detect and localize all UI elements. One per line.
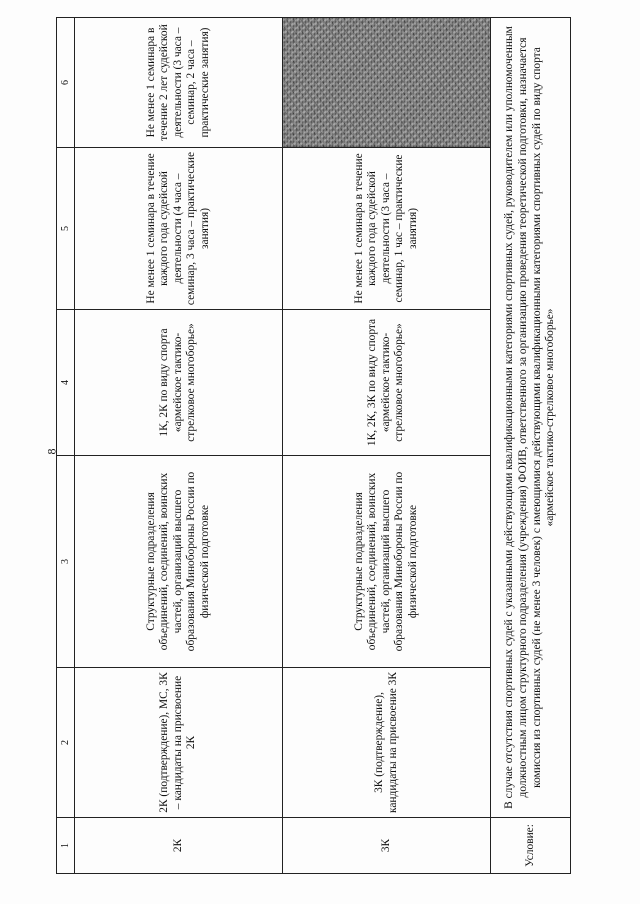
table-row xyxy=(75,18,283,874)
assigners-cell: 2К (подтверждение), МС, 3К – кандидаты на присвоение 2К xyxy=(75,668,283,818)
column-number: 4 xyxy=(57,310,75,456)
page-number: 8 xyxy=(44,448,59,455)
category-cell: 3К xyxy=(283,818,491,874)
condition-text: В случае отсутствия спортивных судей с указанными действующими квалификационными категориями спортивных судей, руководителем или уполномоченным должностным лицом структурного подразделения (учреждения) ФОИВ, ответственного за организацию проведения теоретической подготовки, назначается комиссия из спортивных судей (не менее 3 человек) с имеющимися действующими квалификационными категориями спортивных судей по виду спорта «армейское тактико-стрелковое многоборье» xyxy=(491,18,571,818)
column-number: 2 xyxy=(57,668,75,818)
condition-row xyxy=(491,18,571,874)
scan-noise-cell xyxy=(283,18,491,148)
category-cell: 2К xyxy=(75,818,283,874)
rotated-table-wrapper xyxy=(56,18,566,874)
sport-categories-cell: 1К, 2К по виду спорта «армейское тактико-стрелковое многоборье» xyxy=(75,310,283,456)
organizers-cell: Структурные подразделения объединений, соединений, воинских частей, организаций высшего образования Минобороны России по физической подготовке xyxy=(283,456,491,668)
column-number: 6 xyxy=(57,18,75,148)
table-row xyxy=(283,18,491,874)
seminars-alt-cell: Не менее 1 семинара в течение 2 лет судейской деятельности (3 часа – семинар, 2 часа – практические занятия) xyxy=(75,18,283,148)
condition-label: Условие: xyxy=(491,818,571,874)
column-number: 1 xyxy=(57,818,75,874)
assigners-cell: 3К (подтверждение), кандидаты на присвоение 3К xyxy=(283,668,491,818)
column-number: 5 xyxy=(57,148,75,310)
requirements-table xyxy=(56,17,571,874)
table-header-row xyxy=(57,18,75,874)
seminars-rule-cell: Не менее 1 семинара в течение каждого года судейской деятельности (4 часа – семинар, 3 часа – практические занятия) xyxy=(75,148,283,310)
seminars-rule-cell: Не менее 1 семинара в течение каждого года судейской деятельности (3 часа – семинар, 1 час – практические занятия) xyxy=(283,148,491,310)
organizers-cell: Структурные подразделения объединений, соединений, воинских частей, организаций высшего образования Минобороны России по физической подготовке xyxy=(75,456,283,668)
column-number: 3 xyxy=(57,456,75,668)
sport-categories-cell: 1К, 2К, 3К по виду спорта «армейское тактико-стрелковое многоборье» xyxy=(283,310,491,456)
